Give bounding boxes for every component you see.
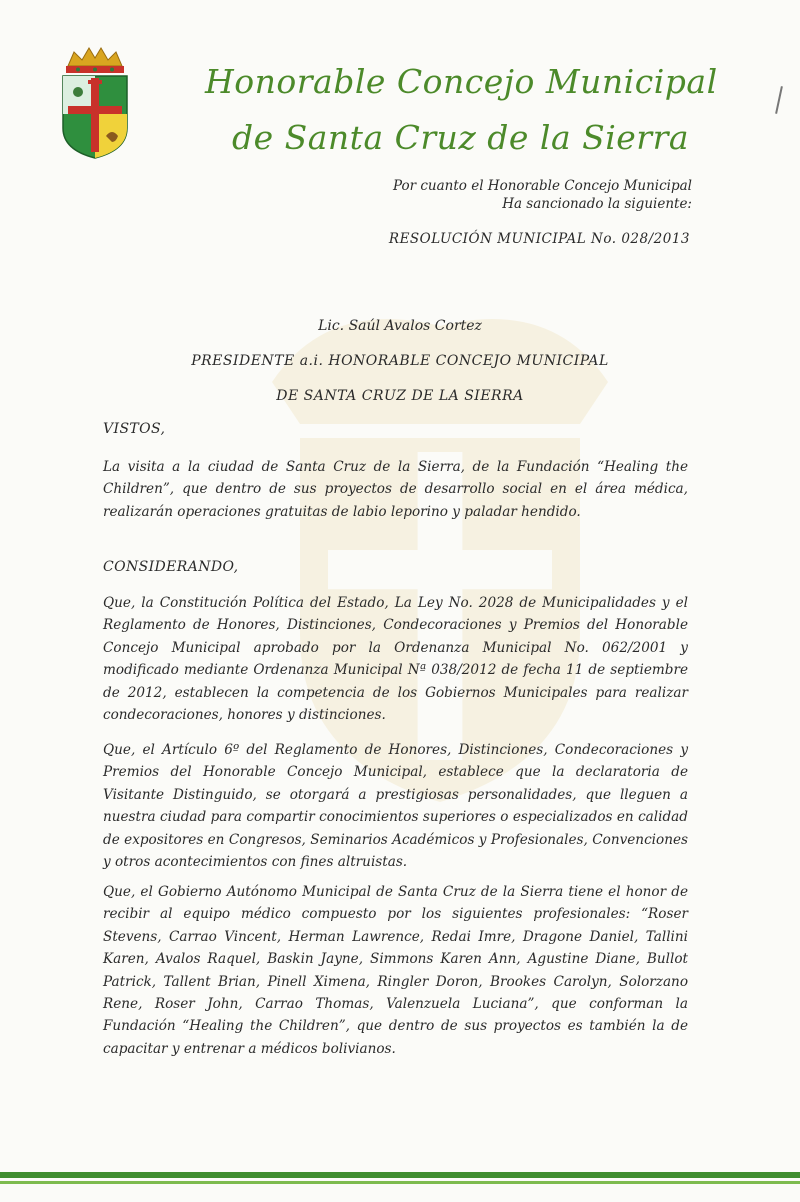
sanction-line2: Ha sancionado la siguiente:	[502, 196, 692, 212]
footer-stripe-light	[0, 1181, 800, 1184]
considerando-paragraph-1: Que, la Constitución Política del Estado, La Ley No. 2028 de Municipalidades y el Reglamento de Honores, Distinciones, Condecoraciones y Premios del Honorable Concejo Municipal aprobado por la Ordenanza Municipal No. 062/2001 y modificado mediante Ordenanza Municipal Nª 038/2012 de fecha 11 de septiembre de 2012, establecen la competencia de los Gobiernos Municipales para realizar condecoraciones, honores y distinciones.	[103, 595, 688, 724]
vistos-paragraph: La visita a la ciudad de Santa Cruz de la Sierra, de la Fundación “Healing the Children”, que dentro de sus proyectos de desarrollo social en el área médica, realizarán operaciones gratuitas de labio leporino y paladar hendido.	[103, 459, 688, 520]
sanction-line1: Por cuanto el Honorable Concejo Municipal	[392, 178, 692, 194]
council-title-line2: de Santa Cruz de la Sierra	[232, 118, 690, 157]
signatory-name: Lic. Saúl Avalos Cortez	[318, 318, 482, 334]
considerando-paragraph-3: Que, el Gobierno Autónomo Municipal de Santa Cruz de la Sierra tiene el honor de recibir al equipo médico compuesto por los siguientes profesionales: “Roser Stevens, Carrao Vincent, Herman Lawrence, Redai Imre, Dragone Daniel, Tallini Karen, Avalos Raquel, Baskin Jayne, Simmons Karen Ann, Agustine Diane, Bullot Patrick, Tallent Brian, Pinell Ximena, Ringler Doron, Brookes Carolyn, Solorzano Rene, Roser John, Carrao Thomas, Valenzuela Luciana”, que conforman la Fundación “Healing the Children”, que dentro de sus proyectos es también la de capacitar y entrenar a médicos bolivianos.	[103, 884, 688, 1057]
considerando-heading: CONSIDERANDO,	[103, 559, 239, 575]
footer-stripe-dark	[0, 1172, 800, 1178]
resolution-number: RESOLUCIÓN MUNICIPAL No. 028/2013	[388, 231, 690, 247]
coat-of-arms-icon	[58, 44, 132, 160]
vistos-heading: VISTOS,	[103, 421, 166, 437]
considerando-paragraph-2: Que, el Artículo 6º del Reglamento de Honores, Distinciones, Condecoraciones y Premios del Honorable Concejo Municipal, establece que la declaratoria de Visitante Distinguido, se otorgará a prestigiosas personalidades, que lleguen a nuestra ciudad para compartir conocimientos superiores o especializados en calidad de expositores en Congresos, Seminarios Académicos y Profesionales, Convenciones y otros acontecimientos con fines altruistas.	[103, 742, 688, 871]
margin-mark	[775, 86, 783, 114]
signatory-position: PRESIDENTE a.i. HONORABLE CONCEJO MUNICIPAL	[191, 353, 609, 369]
council-title-line1: Honorable Concejo Municipal	[205, 62, 718, 101]
signatory-city: DE SANTA CRUZ DE LA SIERRA	[276, 388, 524, 404]
